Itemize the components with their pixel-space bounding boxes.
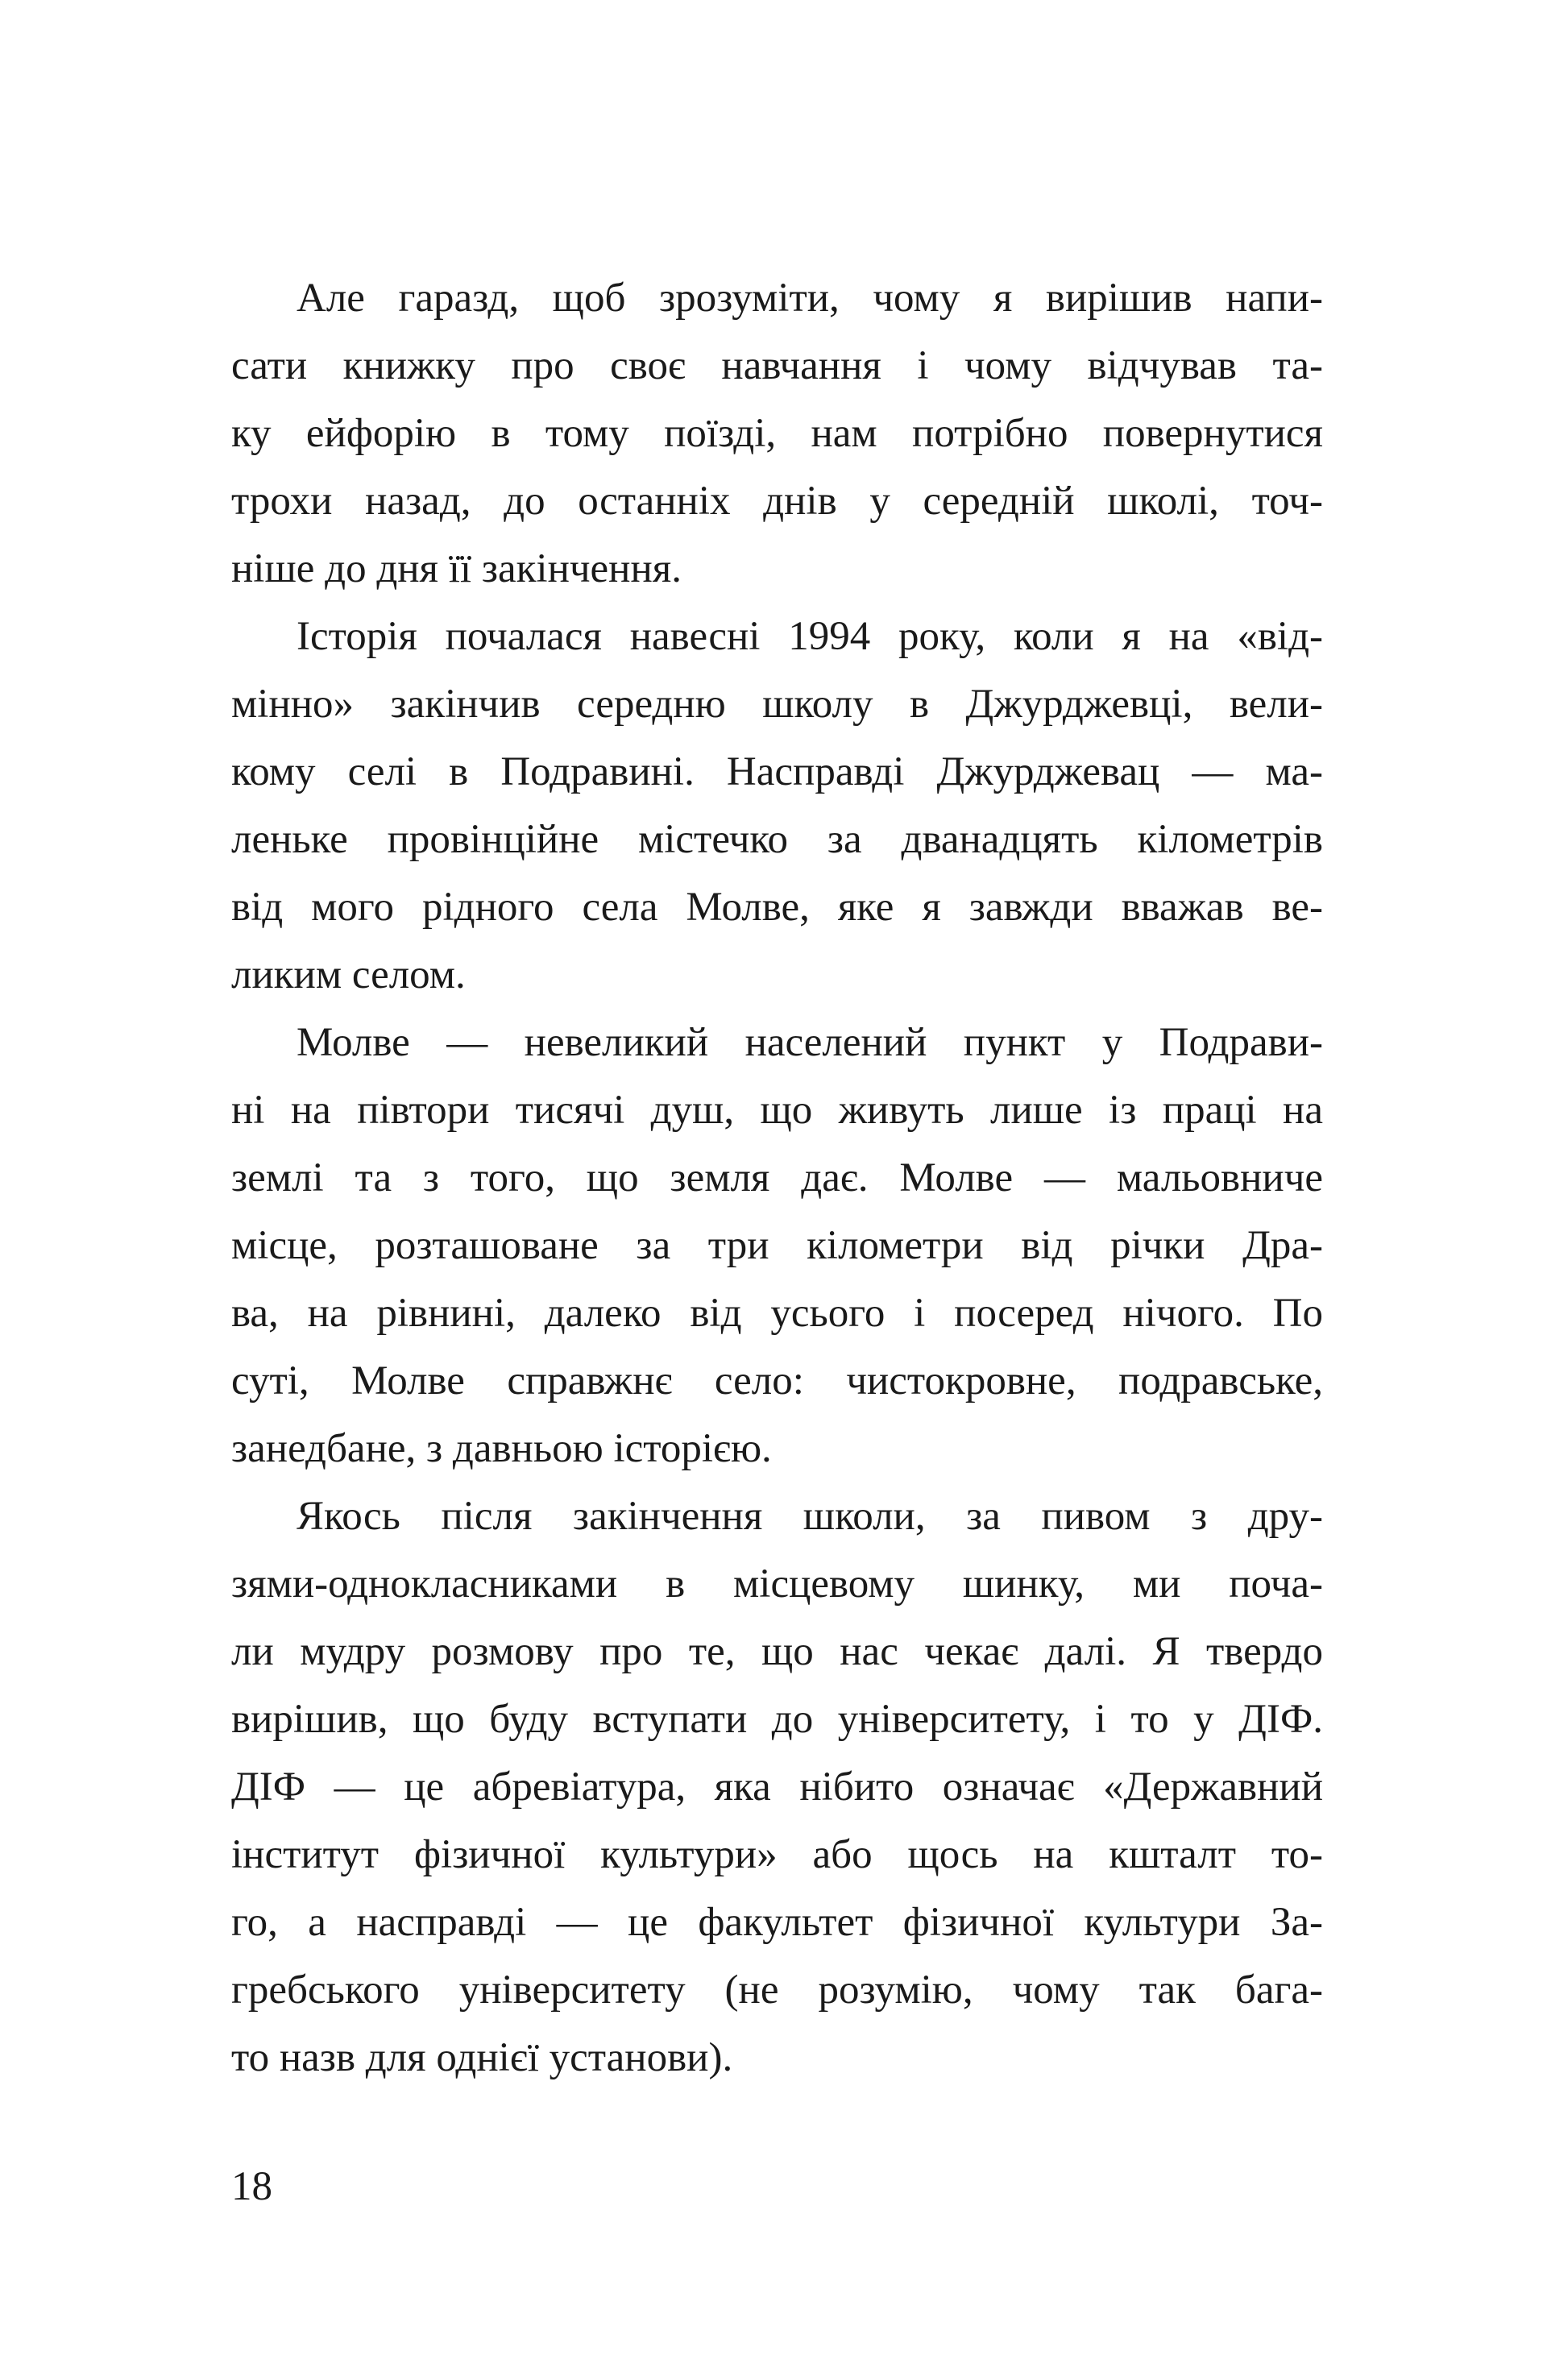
text-line: зями-однокласниками в місцевому шинку, ми поча- [231,1561,1323,1607]
page-number: 18 [231,2164,272,2209]
text-line: кому селі в Подравині. Насправді Джурджевац — ма- [231,749,1323,794]
paragraph [231,264,1323,603]
text-line: ку ейфорію в тому поїзді, нам потрібно повернутися [231,411,1323,456]
text-line: від мого рідного села Молве, яке я завжди вважав ве- [231,885,1323,930]
body-text [231,264,1323,2092]
text-line: мінно» закінчив середню школу в Джурджевці, вели- [231,682,1323,727]
text-line: ніше до дня її закінчення. [231,546,682,591]
text-line: то назв для однієї установи). [231,2035,733,2080]
text-line: ликим селом. [231,952,466,997]
text-line: Якось після закінчення школи, за пивом з дру- [297,1494,1323,1539]
text-line: леньке провінційне містечко за дванадцять кілометрів [231,817,1323,862]
text-line: занедбане, з давньою історією. [231,1426,772,1471]
text-line: землі та з того, що земля дає. Молве — мальовниче [231,1155,1323,1200]
paragraph [231,1482,1323,2092]
text-line: ДІФ — це абревіатура, яка нібито означає «Державний [231,1764,1323,1810]
text-line: Молве — невеликий населений пункт у Подрави- [297,1020,1323,1065]
text-line: суті, Молве справжнє село: чистокровне, подравське, [231,1358,1323,1404]
text-line: Але гаразд, щоб зрозуміти, чому я вирішив напи- [297,276,1323,321]
text-line: вирішив, що буду вступати до університету, і то у ДІФ. [231,1697,1323,1742]
text-line: го, а насправді — це факультет фізичної культури За- [231,1900,1323,1945]
text-line: гребського університету (не розумію, чому так бага- [231,1967,1323,2013]
text-line: ва, на рівнині, далеко від усього і посеред нічого. По [231,1291,1323,1336]
text-line: місце, розташоване за три кілометри від річки Дра- [231,1223,1323,1268]
text-line: ли мудру розмову про те, що нас чекає далі. Я твердо [231,1629,1323,1674]
text-line: трохи назад, до останніх днів у середній школі, точ- [231,479,1323,524]
text-line: ні на півтори тисячі душ, що живуть лише із праці на [231,1088,1323,1133]
paragraph [231,1009,1323,1482]
text-line: інститут фізичної культури» або щось на кшталт то- [231,1832,1323,1877]
paragraph [231,603,1323,1009]
text-line: Історія почалася навесні 1994 року, коли я на «від- [297,614,1323,659]
text-line: сати книжку про своє навчання і чому відчував та- [231,343,1323,388]
